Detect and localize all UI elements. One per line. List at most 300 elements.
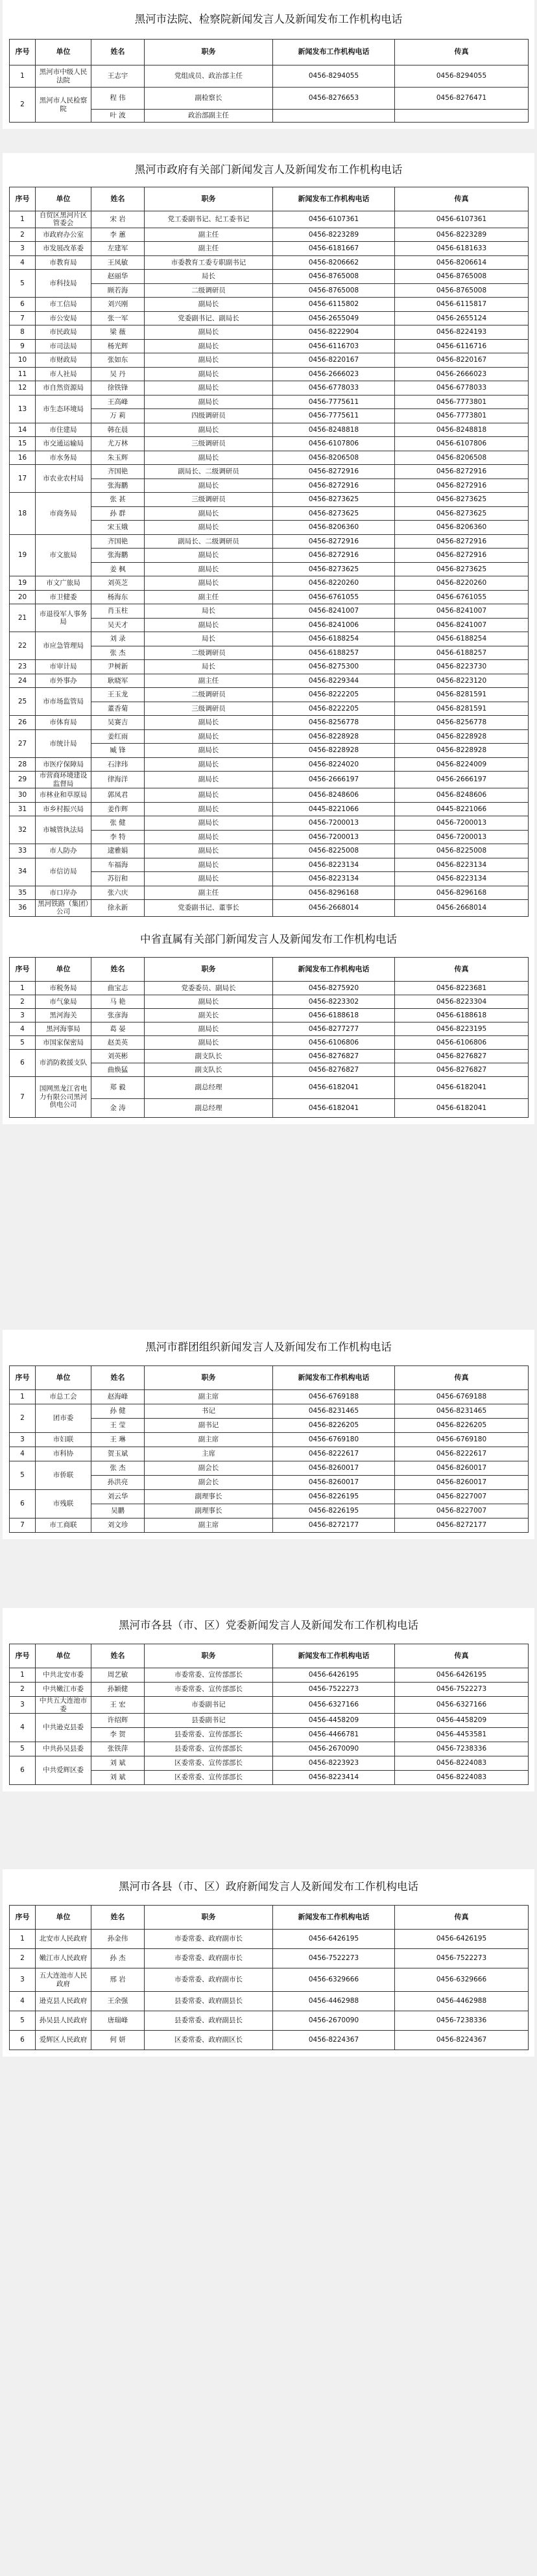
position-cell: 副局长	[145, 757, 273, 772]
position-cell: 局长	[145, 270, 273, 284]
phone-cell: 0456-8223414	[273, 1771, 395, 1785]
section-1	[3, 0, 534, 129]
table-row	[10, 858, 529, 872]
contact-table	[9, 957, 529, 1118]
phone-cell: 0456-8260017	[273, 1461, 395, 1476]
phone-cell: 0456-6188254	[273, 632, 395, 646]
fax-cell: 0456-7200013	[395, 830, 529, 844]
name-cell: 刘 斌	[91, 1756, 145, 1771]
serial-cell: 34	[10, 858, 36, 886]
position-cell: 副局长	[145, 325, 273, 340]
serial-cell: 30	[10, 788, 36, 803]
name-cell: 金 涛	[91, 1099, 145, 1118]
column-header: 职务	[145, 958, 273, 982]
name-cell: 张彦海	[91, 1009, 145, 1022]
fax-cell: 0456-2666197	[395, 772, 529, 788]
table-row	[10, 886, 529, 900]
phone-cell: 0456-8226205	[273, 1419, 395, 1433]
unit-cell: 市统计局	[36, 729, 91, 757]
phone-cell: 0456-8276653	[273, 88, 395, 110]
table-row	[10, 1050, 529, 1063]
name-cell: 王 琳	[91, 1433, 145, 1447]
serial-cell: 4	[10, 1022, 36, 1036]
fax-cell: 0456-2668014	[395, 900, 529, 917]
position-cell: 区委常委、政府副区长	[145, 2031, 273, 2050]
serial-cell: 7	[10, 311, 36, 325]
name-cell: 张如东	[91, 353, 145, 368]
unit-cell: 市侨联	[36, 1461, 91, 1490]
fax-cell: 0456-8765008	[395, 283, 529, 298]
phone-cell: 0456-8765008	[273, 270, 395, 284]
fax-cell: 0456-8227007	[395, 1504, 529, 1518]
name-cell: 杨光辉	[91, 339, 145, 353]
serial-cell: 1	[10, 1668, 36, 1683]
serial-cell: 7	[10, 1518, 36, 1533]
unit-cell: 市财政局	[36, 353, 91, 368]
table-row	[10, 995, 529, 1009]
name-cell: 吴天才	[91, 618, 145, 632]
position-cell: 副局长	[145, 479, 273, 493]
unit-cell: 市人防办	[36, 844, 91, 858]
table-row	[10, 242, 529, 256]
name-cell: 刘 录	[91, 632, 145, 646]
name-cell: 姜 枫	[91, 562, 145, 576]
position-cell: 副局长	[145, 729, 273, 744]
phone-cell: 0456-8273625	[273, 506, 395, 521]
section-5	[3, 1608, 534, 1791]
column-header: 单位	[36, 187, 91, 211]
unit-cell: 市科协	[36, 1447, 91, 1461]
column-header: 职务	[145, 1644, 273, 1668]
column-header: 序号	[10, 1366, 36, 1390]
table-row	[10, 298, 529, 312]
name-cell: 徐永新	[91, 900, 145, 917]
column-header: 新闻发布工作机构电话	[273, 958, 395, 982]
table-row	[10, 844, 529, 858]
serial-cell: 6	[10, 1050, 36, 1077]
fax-cell: 0456-8281591	[395, 688, 529, 702]
phone-cell: 0456-8226195	[273, 1504, 395, 1518]
name-cell: 吴 丹	[91, 367, 145, 381]
position-cell: 副局长	[145, 381, 273, 396]
position-cell: 党委副书记、董事长	[145, 900, 273, 917]
column-header: 传真	[395, 1906, 529, 1930]
unit-cell: 市生态环境局	[36, 395, 91, 423]
table-row	[10, 1433, 529, 1447]
fax-cell: 0456-8231465	[395, 1404, 529, 1419]
fax-cell: 0456-6769188	[395, 1390, 529, 1404]
column-header: 单位	[36, 1366, 91, 1390]
table-row	[10, 534, 529, 549]
phone-cell: 0456-6426195	[273, 1668, 395, 1683]
position-cell: 市委常委、政府副市长	[145, 1949, 273, 1968]
fax-cell: 0456-8228928	[395, 729, 529, 744]
table-row	[10, 674, 529, 688]
name-cell: 张 健	[91, 816, 145, 831]
fax-cell: 0456-8220167	[395, 353, 529, 368]
phone-cell: 0456-8220167	[273, 353, 395, 368]
unit-cell: 中共孙吴县委	[36, 1742, 91, 1756]
name-cell: 尹树新	[91, 660, 145, 674]
serial-cell: 1	[10, 1930, 36, 1949]
table-row	[10, 1714, 529, 1728]
fax-cell: 0456-8281591	[395, 702, 529, 716]
serial-cell: 1	[10, 982, 36, 995]
table-row	[10, 367, 529, 381]
fax-cell: 0456-6182041	[395, 1077, 529, 1099]
name-cell: 臧 锋	[91, 744, 145, 758]
phone-cell: 0456-8248606	[273, 788, 395, 803]
column-header: 姓名	[91, 958, 145, 982]
phone-cell: 0456-8272916	[273, 465, 395, 479]
serial-cell: 14	[10, 423, 36, 437]
position-cell: 副总经理	[145, 1077, 273, 1099]
serial-cell: 2	[10, 995, 36, 1009]
unit-cell: 市残联	[36, 1490, 91, 1518]
phone-cell: 0456-8224367	[273, 2031, 395, 2050]
column-header: 职务	[145, 1366, 273, 1390]
unit-cell: 市民政局	[36, 325, 91, 340]
position-cell: 副支队长	[145, 1050, 273, 1063]
unit-cell: 市公安局	[36, 311, 91, 325]
phone-cell: 0456-6107361	[273, 211, 395, 228]
name-cell: 赵海峰	[91, 1390, 145, 1404]
name-cell: 刘云华	[91, 1490, 145, 1504]
phone-cell: 0456-2668014	[273, 900, 395, 917]
name-cell: 张 甚	[91, 493, 145, 507]
position-cell: 区委常委、宣传部部长	[145, 1771, 273, 1785]
column-header: 职务	[145, 1906, 273, 1930]
position-cell: 县委常委、宣传部部长	[145, 1742, 273, 1756]
fax-cell: 0456-8223730	[395, 660, 529, 674]
position-cell: 市委常委、政府副市长	[145, 1968, 273, 1992]
section-title: 黑河市法院、检察院新闻发言人及新闻发布工作机构电话	[134, 12, 403, 25]
fax-cell: 0456-8272916	[395, 534, 529, 549]
name-cell: 孙洪亮	[91, 1476, 145, 1490]
phone-cell: 0456-8260017	[273, 1476, 395, 1490]
table-row	[10, 576, 529, 591]
serial-cell: 11	[10, 367, 36, 381]
name-cell: 张一军	[91, 311, 145, 325]
unit-cell: 嫩江市人民政府	[36, 1949, 91, 1968]
name-cell: 许绍辉	[91, 1714, 145, 1728]
name-cell: 姜作辉	[91, 802, 145, 816]
position-cell: 副局长	[145, 858, 273, 872]
unit-cell: 市乡村振兴局	[36, 802, 91, 816]
name-cell: 程 伟	[91, 88, 145, 110]
unit-cell: 市消防救援支队	[36, 1050, 91, 1077]
contact-table	[9, 1905, 529, 2050]
fax-cell: 0456-8272177	[395, 1518, 529, 1533]
phone-cell: 0456-7200013	[273, 816, 395, 831]
name-cell: 左建军	[91, 242, 145, 256]
phone-cell: 0456-8222205	[273, 688, 395, 702]
unit-cell: 国网黑龙江省电力有限公司黑河供电公司	[36, 1077, 91, 1118]
fax-cell: 0456-8241007	[395, 604, 529, 619]
table-row	[10, 716, 529, 730]
name-cell: 万 莉	[91, 409, 145, 423]
name-cell: 王玉龙	[91, 688, 145, 702]
unit-cell: 市体育局	[36, 716, 91, 730]
unit-cell: 黑河海事局	[36, 1022, 91, 1036]
serial-cell: 28	[10, 757, 36, 772]
unit-cell: 市口岸办	[36, 886, 91, 900]
phone-cell: 0456-8248818	[273, 423, 395, 437]
name-cell: 王志宇	[91, 65, 145, 88]
phone-cell: 0456-8294055	[273, 65, 395, 88]
fax-cell: 0456-7773801	[395, 395, 529, 409]
name-cell: 张铁萍	[91, 1742, 145, 1756]
unit-cell: 团市委	[36, 1404, 91, 1433]
phone-cell: 0456-6327166	[273, 1697, 395, 1714]
section-title: 黑河市各县（市、区）政府新闻发言人及新闻发布工作机构电话	[119, 1880, 418, 1893]
column-header: 姓名	[91, 187, 145, 211]
table-row	[10, 1668, 529, 1683]
phone-cell: 0456-6107806	[273, 437, 395, 451]
table-row	[10, 1756, 529, 1771]
table-row	[10, 982, 529, 995]
serial-cell: 29	[10, 772, 36, 788]
table-row	[10, 65, 529, 88]
unit-cell: 市卫健委	[36, 590, 91, 604]
position-cell: 副局长	[145, 1022, 273, 1036]
name-cell: 刘英芝	[91, 576, 145, 591]
section-title: 中省直属有关部门新闻发言人及新闻发布工作机构电话	[140, 932, 397, 945]
name-cell: 李 贺	[91, 1728, 145, 1742]
position-cell: 局长	[145, 660, 273, 674]
serial-cell: 16	[10, 451, 36, 465]
phone-cell: 0456-8224020	[273, 757, 395, 772]
position-cell: 县委副书记	[145, 1714, 273, 1728]
column-header: 新闻发布工作机构电话	[273, 1366, 395, 1390]
fax-cell: 0456-6327166	[395, 1697, 529, 1714]
unit-cell: 市工信局	[36, 298, 91, 312]
position-cell: 副局长	[145, 506, 273, 521]
section-4	[3, 1330, 534, 1539]
column-header: 序号	[10, 187, 36, 211]
serial-cell: 5	[10, 2011, 36, 2031]
position-cell: 副主任	[145, 228, 273, 242]
position-cell: 副局长	[145, 618, 273, 632]
name-cell: 刘 斌	[91, 1771, 145, 1785]
fax-cell: 0445-8221066	[395, 802, 529, 816]
position-cell: 副局长	[145, 844, 273, 858]
position-cell: 党委委员、副局长	[145, 982, 273, 995]
serial-cell: 22	[10, 632, 36, 660]
name-cell: 杨海东	[91, 590, 145, 604]
serial-cell: 8	[10, 325, 36, 340]
phone-cell: 0456-8241007	[273, 604, 395, 619]
table-row	[10, 423, 529, 437]
phone-cell: 0456-8241006	[273, 618, 395, 632]
phone-cell: 0456-8206662	[273, 255, 395, 270]
column-header: 新闻发布工作机构电话	[273, 40, 395, 65]
name-cell: 律海洋	[91, 772, 145, 788]
fax-cell: 0456-4458209	[395, 1714, 529, 1728]
serial-cell: 1	[10, 65, 36, 88]
unit-cell: 市政府办公室	[36, 228, 91, 242]
unit-cell: 爱辉区人民政府	[36, 2031, 91, 2050]
serial-cell: 7	[10, 1077, 36, 1118]
table-row	[10, 1009, 529, 1022]
name-cell: 孙 群	[91, 506, 145, 521]
phone-cell: 0456-8223134	[273, 858, 395, 872]
table-row	[10, 1968, 529, 1992]
section-title: 黑河市群团组织新闻发言人及新闻发布工作机构电话	[145, 1341, 392, 1354]
phone-cell: 0456-6182041	[273, 1077, 395, 1099]
position-cell: 政治部副主任	[145, 110, 273, 123]
phone-cell: 0456-7200013	[273, 830, 395, 844]
phone-cell: 0456-6769180	[273, 1433, 395, 1447]
name-cell: 逮雅娟	[91, 844, 145, 858]
position-cell: 副局长	[145, 744, 273, 758]
name-cell: 王凤敏	[91, 255, 145, 270]
name-cell: 吴赛吉	[91, 716, 145, 730]
position-cell: 副局长	[145, 367, 273, 381]
fax-cell: 0456-8260017	[395, 1461, 529, 1476]
phone-cell: 0456-8272916	[273, 549, 395, 563]
serial-cell: 19	[10, 534, 36, 576]
fax-cell: 0456-6426195	[395, 1930, 529, 1949]
unit-cell: 五大连池市人民政府	[36, 1968, 91, 1992]
table-row	[10, 900, 529, 917]
position-cell: 副主任	[145, 886, 273, 900]
serial-cell: 3	[10, 1009, 36, 1022]
fax-cell: 0456-7773801	[395, 409, 529, 423]
fax-cell: 0456-6769180	[395, 1433, 529, 1447]
column-header: 职务	[145, 40, 273, 65]
fax-cell: 0456-8224193	[395, 325, 529, 340]
fax-cell: 0456-7522273	[395, 1949, 529, 1968]
phone-cell: 0456-8273625	[273, 562, 395, 576]
phone-cell: 0456-8231465	[273, 1404, 395, 1419]
table-row	[10, 255, 529, 270]
position-cell: 副局长	[145, 451, 273, 465]
fax-cell: 0456-8223195	[395, 1022, 529, 1036]
name-cell: 张海鹏	[91, 479, 145, 493]
fax-cell: 0456-6188618	[395, 1009, 529, 1022]
fax-cell: 0456-8276827	[395, 1050, 529, 1063]
position-cell: 二级调研员	[145, 283, 273, 298]
column-header: 职务	[145, 187, 273, 211]
unit-cell: 市农业农村局	[36, 465, 91, 493]
position-cell: 局长	[145, 632, 273, 646]
name-cell: 刘兴刚	[91, 298, 145, 312]
phone-cell: 0456-8275300	[273, 660, 395, 674]
table-row	[10, 339, 529, 353]
column-header: 传真	[395, 40, 529, 65]
position-cell: 副局长	[145, 716, 273, 730]
fax-cell: 0456-8223120	[395, 674, 529, 688]
fax-cell: 0456-8224083	[395, 1771, 529, 1785]
phone-cell: 0456-8222904	[273, 325, 395, 340]
name-cell: 张 杰	[91, 646, 145, 660]
name-cell: 王高峰	[91, 395, 145, 409]
position-cell: 副支队长	[145, 1063, 273, 1077]
serial-cell: 25	[10, 688, 36, 716]
name-cell: 赵丽华	[91, 270, 145, 284]
name-cell: 赵美英	[91, 1036, 145, 1050]
position-cell: 市委常委、宣传部部长	[145, 1683, 273, 1697]
position-cell: 副主任	[145, 590, 273, 604]
phone-cell: 0456-2655049	[273, 311, 395, 325]
phone-cell: 0456-8226195	[273, 1490, 395, 1504]
column-header: 新闻发布工作机构电话	[273, 1644, 395, 1668]
table-row	[10, 88, 529, 110]
column-header: 序号	[10, 1644, 36, 1668]
fax-cell: 0456-2655124	[395, 311, 529, 325]
table-row	[10, 788, 529, 803]
position-cell: 局长	[145, 604, 273, 619]
fax-cell: 0456-8273625	[395, 562, 529, 576]
name-cell: 徐铁锋	[91, 381, 145, 396]
serial-cell: 2	[10, 1949, 36, 1968]
position-cell: 副局长	[145, 802, 273, 816]
phone-cell: 0456-8206360	[273, 521, 395, 535]
table-row	[10, 353, 529, 368]
position-cell: 副局长	[145, 830, 273, 844]
position-cell: 副局长	[145, 298, 273, 312]
column-header: 单位	[36, 1906, 91, 1930]
unit-cell: 中共五大连池市委	[36, 1697, 91, 1714]
table-row	[10, 604, 529, 619]
table-row	[10, 1742, 529, 1756]
unit-cell: 市工商联	[36, 1518, 91, 1533]
position-cell: 副总经理	[145, 1099, 273, 1118]
unit-cell: 市城管执法局	[36, 816, 91, 844]
phone-cell: 0445-8221066	[273, 802, 395, 816]
position-cell: 县委常委、政府副县长	[145, 2011, 273, 2031]
column-header: 序号	[10, 40, 36, 65]
position-cell: 党工委副书记、纪工委书记	[145, 211, 273, 228]
table-row	[10, 1697, 529, 1714]
table-row	[10, 228, 529, 242]
table-row	[10, 1022, 529, 1036]
fax-cell: 0456-7238336	[395, 1742, 529, 1756]
fax-cell: 0456-8272916	[395, 549, 529, 563]
fax-cell: 0456-8224009	[395, 757, 529, 772]
serial-cell: 17	[10, 465, 36, 493]
phone-cell: 0456-7775611	[273, 409, 395, 423]
phone-cell: 0456-8223289	[273, 228, 395, 242]
unit-cell: 市水务局	[36, 451, 91, 465]
position-cell: 市委常委、宣传部部长	[145, 1668, 273, 1683]
phone-cell: 0456-8276827	[273, 1050, 395, 1063]
fax-cell: 0456-8223289	[395, 228, 529, 242]
phone-cell: 0456-8225008	[273, 844, 395, 858]
name-cell: 曲焕猛	[91, 1063, 145, 1077]
table-row	[10, 1447, 529, 1461]
fax-cell: 0456-6115817	[395, 298, 529, 312]
phone-cell	[273, 110, 395, 123]
unit-cell: 市应急管理局	[36, 632, 91, 660]
serial-cell: 4	[10, 1447, 36, 1461]
name-cell: 孙金伟	[91, 1930, 145, 1949]
unit-cell: 中共北安市委	[36, 1668, 91, 1683]
name-cell: 马 艳	[91, 995, 145, 1009]
column-header: 单位	[36, 1644, 91, 1668]
name-cell: 王余强	[91, 1992, 145, 2011]
name-cell: 贺玉斌	[91, 1447, 145, 1461]
unit-cell: 黑河海关	[36, 1009, 91, 1022]
serial-cell: 6	[10, 1756, 36, 1785]
position-cell: 副局长	[145, 562, 273, 576]
phone-cell: 0456-8223302	[273, 995, 395, 1009]
name-cell: 张六庆	[91, 886, 145, 900]
serial-cell: 4	[10, 1714, 36, 1742]
fax-cell: 0456-8226205	[395, 1419, 529, 1433]
fax-cell	[395, 110, 529, 123]
